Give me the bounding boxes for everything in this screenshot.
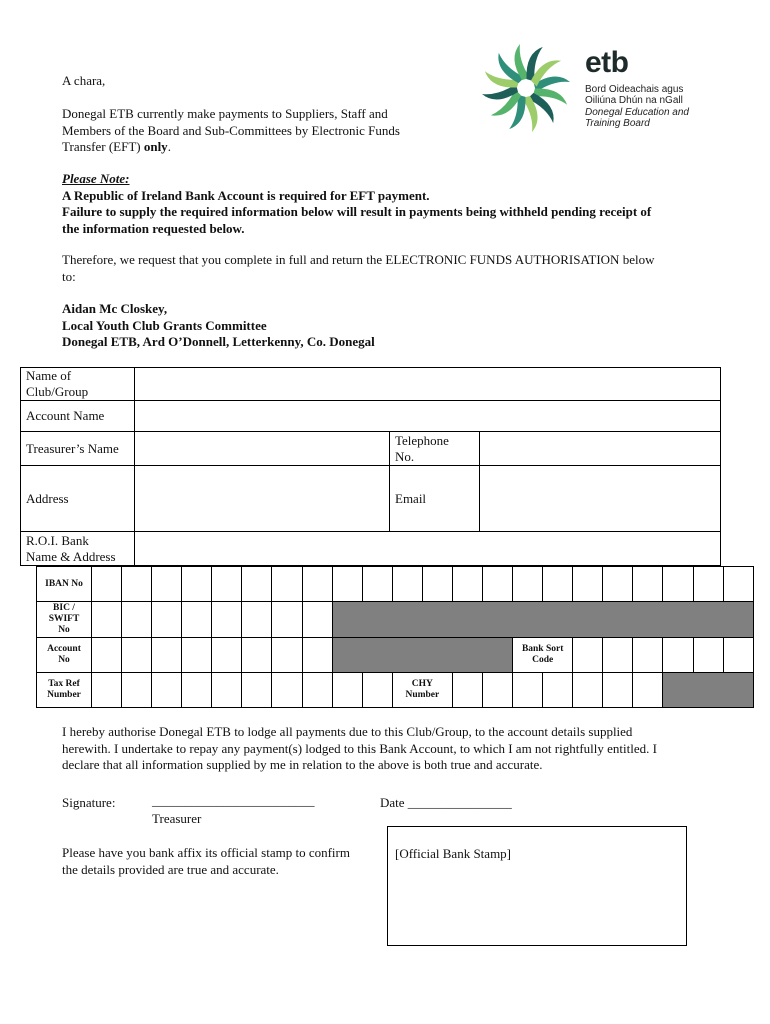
tax-digit[interactable] [302, 673, 332, 708]
sort-digit[interactable] [693, 638, 723, 673]
iban-digit[interactable] [573, 567, 603, 602]
account-digit[interactable] [182, 638, 212, 673]
bank-name-address-field[interactable] [135, 532, 721, 566]
address-label: Address [21, 466, 135, 532]
iban-digit[interactable] [452, 567, 482, 602]
note-line-3: the information requested below. [62, 220, 245, 236]
tax-digit[interactable] [272, 673, 302, 708]
bic-digit[interactable] [122, 602, 152, 638]
iban-digit[interactable] [663, 567, 693, 602]
stamp-instructions-line-2: the details provided are true and accurate. [62, 861, 279, 877]
logo-irish-line-1: Bord Oideachais agus [585, 84, 684, 95]
sort-digit[interactable] [723, 638, 753, 673]
bic-digit[interactable] [182, 602, 212, 638]
account-digit[interactable] [242, 638, 272, 673]
treasurer-name-label: Treasurer’s Name [21, 432, 135, 466]
bic-digit[interactable] [212, 602, 242, 638]
bic-digit[interactable] [152, 602, 182, 638]
note-block [62, 171, 651, 237]
iban-digit[interactable] [422, 567, 452, 602]
declaration-line-2: herewith. I undertake to repay any payment(s) lodged to this Bank Account, to which I am not rightfully entitled. I [62, 740, 657, 756]
tax-digit[interactable] [362, 673, 392, 708]
email-field[interactable] [480, 466, 721, 532]
tax-digit[interactable] [152, 673, 182, 708]
sort-digit[interactable] [663, 638, 693, 673]
bank-name-address-label: R.O.I. Bank Name & Address [21, 532, 135, 566]
intro-period: . [167, 139, 171, 154]
return-address-name: Aidan Mc Closkey, [62, 301, 168, 316]
iban-digit[interactable] [92, 567, 122, 602]
account-digit[interactable] [272, 638, 302, 673]
note-heading: Please Note: [62, 171, 130, 186]
bic-swift-label: BIC / SWIFT No [37, 602, 92, 638]
chy-digit[interactable] [513, 673, 543, 708]
greeting: A chara, [62, 73, 106, 88]
note-line-2: Failure to supply the required information below will result in payments being withheld pending receipt of [62, 204, 652, 219]
declaration-line-3: declare that all information supplied by me in relation to the above is both true and accurate. [62, 757, 543, 772]
signature-role: Treasurer [152, 811, 202, 826]
chy-digit[interactable] [452, 673, 482, 708]
sort-digit[interactable] [603, 638, 633, 673]
signature-label: Signature: [62, 795, 116, 810]
iban-digit[interactable] [302, 567, 332, 602]
intro-line-3-text: Transfer (EFT) [62, 139, 144, 154]
iban-digit[interactable] [182, 567, 212, 602]
logo-wordmark: etb [585, 46, 629, 79]
official-bank-stamp-box[interactable] [387, 826, 687, 946]
iban-digit[interactable] [272, 567, 302, 602]
telephone-label: Telephone No. [390, 432, 480, 466]
chy-digit[interactable] [603, 673, 633, 708]
declaration-paragraph [62, 724, 657, 774]
club-name-field[interactable] [135, 368, 721, 401]
address-field[interactable] [135, 466, 390, 532]
sort-digit[interactable] [573, 638, 603, 673]
iban-label: IBAN No [37, 567, 92, 602]
account-digit[interactable] [212, 638, 242, 673]
intro-line-2: Members of the Board and Sub-Committees by Electronic Funds [62, 122, 400, 138]
iban-digit[interactable] [242, 567, 272, 602]
chy-number-label: CHY Number [392, 673, 452, 708]
email-label: Email [390, 466, 480, 532]
iban-digit[interactable] [633, 567, 663, 602]
club-name-label: Name of Club/Group [21, 368, 135, 401]
iban-digit[interactable] [603, 567, 633, 602]
bic-digit[interactable] [92, 602, 122, 638]
return-address-location: Donegal ETB, Ard O’Donnell, Letterkenny, Co. Donegal [62, 334, 375, 349]
logo-irish-line-2: Oiliúna Dhún na nGall [585, 95, 683, 106]
telephone-field[interactable] [480, 432, 721, 466]
iban-digit[interactable] [362, 567, 392, 602]
request-line-1: Therefore, we request that you complete in full and return the ELECTRONIC FUNDS AUTHORISATION below [62, 252, 655, 267]
tax-digit[interactable] [332, 673, 362, 708]
logo-english-line-2: Training Board [585, 118, 650, 129]
intro-only-emphasis: only [143, 139, 168, 154]
iban-digit[interactable] [392, 567, 422, 602]
return-address [62, 301, 375, 351]
chy-unused-area [663, 673, 753, 708]
chy-digit[interactable] [483, 673, 513, 708]
account-no-label: Account No [37, 638, 92, 673]
treasurer-name-field[interactable] [135, 432, 390, 466]
iban-digit[interactable] [693, 567, 723, 602]
bank-codes-grid [36, 566, 754, 708]
chy-digit[interactable] [543, 673, 573, 708]
note-line-1: A Republic of Ireland Bank Account is required for EFT payment. [62, 187, 430, 203]
signature-line[interactable]: _________________________ [152, 793, 315, 808]
tax-digit[interactable] [92, 673, 122, 708]
account-name-field[interactable] [135, 401, 721, 432]
return-address-committee: Local Youth Club Grants Committee [62, 317, 267, 333]
date-field[interactable]: Date ________________ [380, 795, 512, 810]
iban-digit[interactable] [513, 567, 543, 602]
iban-digit[interactable] [332, 567, 362, 602]
iban-digit[interactable] [543, 567, 573, 602]
account-digit[interactable] [152, 638, 182, 673]
iban-digit[interactable] [122, 567, 152, 602]
iban-digit[interactable] [152, 567, 182, 602]
intro-line-1: Donegal ETB currently make payments to Suppliers, Staff and [62, 106, 388, 121]
bank-sort-code-label: Bank Sort Code [513, 638, 573, 673]
intro-line-3 [62, 139, 400, 156]
account-digit[interactable] [122, 638, 152, 673]
stamp-instructions-line-1: Please have you bank affix its official stamp to confirm [62, 845, 350, 860]
iban-digit[interactable] [212, 567, 242, 602]
chy-digit[interactable] [573, 673, 603, 708]
tax-digit[interactable] [212, 673, 242, 708]
tax-digit[interactable] [242, 673, 272, 708]
bic-unused-area [332, 602, 753, 638]
account-name-label: Account Name [21, 401, 135, 432]
tax-digit[interactable] [122, 673, 152, 708]
iban-digit[interactable] [483, 567, 513, 602]
bic-digit[interactable] [302, 602, 332, 638]
stamp-box-label: [Official Bank Stamp] [395, 846, 512, 861]
sort-digit[interactable] [633, 638, 663, 673]
eft-details-table [20, 367, 721, 566]
declaration-line-1: I hereby authorise Donegal ETB to lodge all payments due to this Club/Group, to the account details supplied [62, 724, 633, 739]
tax-digit[interactable] [182, 673, 212, 708]
tax-ref-label: Tax Ref Number [37, 673, 92, 708]
account-digit[interactable] [92, 638, 122, 673]
iban-digit[interactable] [723, 567, 753, 602]
account-unused-area [332, 638, 512, 673]
bic-digit[interactable] [242, 602, 272, 638]
request-paragraph [62, 252, 654, 285]
request-line-2: to: [62, 268, 76, 284]
account-digit[interactable] [302, 638, 332, 673]
logo-english-line-1: Donegal Education and [585, 107, 689, 118]
chy-digit[interactable] [633, 673, 663, 708]
intro-paragraph [62, 106, 400, 156]
bic-digit[interactable] [272, 602, 302, 638]
etb-swirl-icon [482, 44, 570, 132]
stamp-instructions [62, 845, 350, 878]
